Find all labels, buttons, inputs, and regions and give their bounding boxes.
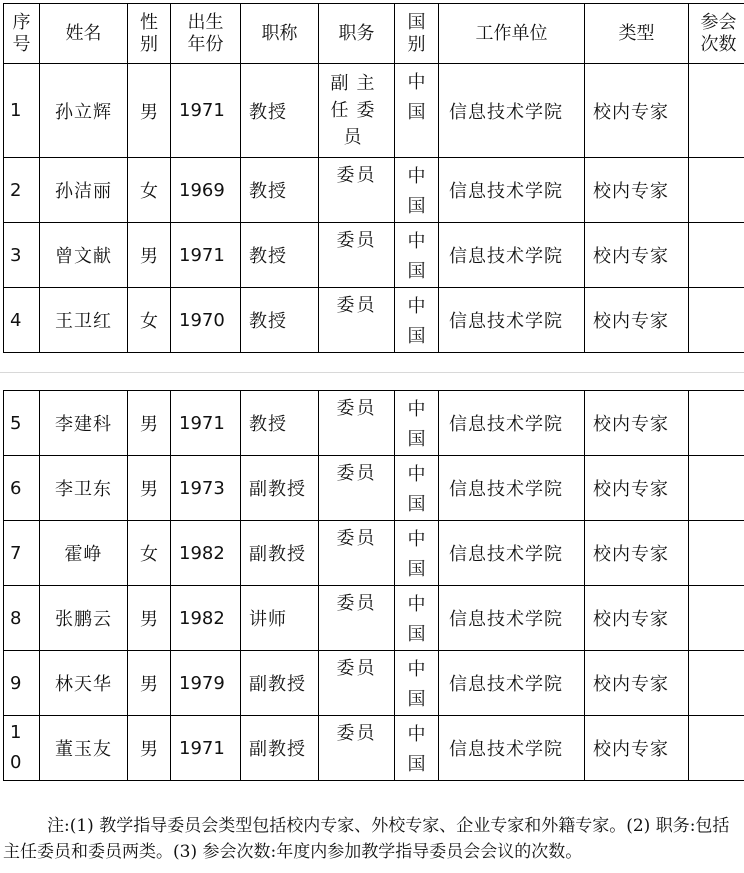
birth-year: 1970 bbox=[171, 288, 241, 353]
member-sex: 男 bbox=[128, 716, 171, 781]
birth-year: 1973 bbox=[171, 456, 241, 521]
birth-year: 1971 bbox=[171, 223, 241, 288]
member-sex: 男 bbox=[128, 391, 171, 456]
member-name: 张鹏云 bbox=[40, 586, 128, 651]
country-char: 中 bbox=[407, 72, 426, 93]
country-char: 中 bbox=[407, 529, 426, 550]
committee-duty: 委员 bbox=[319, 716, 395, 781]
table-row bbox=[4, 158, 744, 223]
footnote: 注:(1) 教学指导委员会类型包括校内专家、外校专家、企业专家和外籍专家。(2) 职务:包括主任委员和委员两类。(3) 参会次数:年度内参加教学指导委员会会议的次数。 bbox=[3, 816, 730, 862]
work-unit: 信息技术学院 bbox=[439, 716, 585, 781]
row-index bbox=[4, 716, 40, 781]
professional-title: 副教授 bbox=[241, 456, 319, 521]
expert-type: 校内专家 bbox=[585, 288, 689, 353]
header-index: 序 号 bbox=[4, 4, 40, 64]
country-char: 国 bbox=[407, 102, 426, 123]
member-name: 孙洁丽 bbox=[40, 158, 128, 223]
header-birth-year: 出生 年份 bbox=[171, 4, 241, 64]
birth-year: 1971 bbox=[171, 716, 241, 781]
attendance-count bbox=[689, 456, 744, 521]
work-unit: 信息技术学院 bbox=[439, 223, 585, 288]
country-char: 国 bbox=[407, 624, 426, 645]
country bbox=[395, 158, 439, 223]
row-index: 6 bbox=[4, 456, 40, 521]
work-unit: 信息技术学院 bbox=[439, 158, 585, 223]
table-row bbox=[4, 288, 744, 353]
table-row bbox=[4, 651, 744, 716]
attendance-count bbox=[689, 586, 744, 651]
country-char: 国 bbox=[407, 559, 426, 580]
committee-duty: 委员 bbox=[319, 651, 395, 716]
member-name: 孙立辉 bbox=[40, 64, 128, 158]
country bbox=[395, 586, 439, 651]
birth-year: 1971 bbox=[171, 64, 241, 158]
country-char: 中 bbox=[407, 231, 426, 252]
member-name: 曾文献 bbox=[40, 223, 128, 288]
member-name: 林天华 bbox=[40, 651, 128, 716]
expert-type: 校内专家 bbox=[585, 586, 689, 651]
header-country: 国 别 bbox=[395, 4, 439, 64]
header-name: 姓名 bbox=[40, 4, 128, 64]
professional-title: 副教授 bbox=[241, 521, 319, 586]
expert-type: 校内专家 bbox=[585, 158, 689, 223]
country-char: 中 bbox=[407, 724, 426, 745]
country-char: 中 bbox=[407, 399, 426, 420]
attendance-count bbox=[689, 64, 744, 158]
header-type: 类型 bbox=[585, 4, 689, 64]
page-break-divider bbox=[0, 372, 744, 373]
professional-title: 副教授 bbox=[241, 716, 319, 781]
committee-table-part-1 bbox=[3, 3, 744, 353]
country bbox=[395, 521, 439, 586]
member-name: 李建科 bbox=[40, 391, 128, 456]
attendance-count bbox=[689, 716, 744, 781]
professional-title: 副教授 bbox=[241, 651, 319, 716]
professional-title: 讲师 bbox=[241, 586, 319, 651]
country bbox=[395, 651, 439, 716]
header-row bbox=[4, 4, 744, 64]
birth-year: 1971 bbox=[171, 391, 241, 456]
committee-duty: 委员 bbox=[319, 288, 395, 353]
header-sex: 性 别 bbox=[128, 4, 171, 64]
table-row bbox=[4, 716, 744, 781]
row-index-text: 10 bbox=[10, 722, 22, 773]
header-duty: 职务 bbox=[319, 4, 395, 64]
country-char: 中 bbox=[407, 296, 426, 317]
member-sex: 女 bbox=[128, 521, 171, 586]
expert-type: 校内专家 bbox=[585, 456, 689, 521]
table-row bbox=[4, 223, 744, 288]
country-char: 中 bbox=[407, 659, 426, 680]
member-name: 李卫东 bbox=[40, 456, 128, 521]
country-char: 国 bbox=[407, 261, 426, 282]
birth-year: 1982 bbox=[171, 586, 241, 651]
member-name: 王卫红 bbox=[40, 288, 128, 353]
country bbox=[395, 456, 439, 521]
member-sex: 女 bbox=[128, 158, 171, 223]
committee-table-part-2 bbox=[3, 390, 744, 781]
attendance-count bbox=[689, 521, 744, 586]
header-attendance: 参会 次数 bbox=[689, 4, 744, 64]
work-unit: 信息技术学院 bbox=[439, 586, 585, 651]
attendance-count bbox=[689, 651, 744, 716]
member-sex: 男 bbox=[128, 64, 171, 158]
country bbox=[395, 64, 439, 158]
committee-duty: 委员 bbox=[319, 223, 395, 288]
birth-year: 1969 bbox=[171, 158, 241, 223]
member-sex: 男 bbox=[128, 586, 171, 651]
country bbox=[395, 288, 439, 353]
expert-type: 校内专家 bbox=[585, 64, 689, 158]
country-char: 国 bbox=[407, 429, 426, 450]
expert-type: 校内专家 bbox=[585, 223, 689, 288]
work-unit: 信息技术学院 bbox=[439, 64, 585, 158]
row-index: 5 bbox=[4, 391, 40, 456]
attendance-count bbox=[689, 158, 744, 223]
professional-title: 教授 bbox=[241, 64, 319, 158]
expert-type: 校内专家 bbox=[585, 391, 689, 456]
row-index: 4 bbox=[4, 288, 40, 353]
country-char: 国 bbox=[407, 326, 426, 347]
table-row bbox=[4, 586, 744, 651]
committee-duty: 委员 bbox=[319, 521, 395, 586]
member-name: 董玉友 bbox=[40, 716, 128, 781]
row-index: 2 bbox=[4, 158, 40, 223]
country-char: 中 bbox=[407, 594, 426, 615]
table-row bbox=[4, 521, 744, 586]
table-row bbox=[4, 391, 744, 456]
country bbox=[395, 391, 439, 456]
work-unit: 信息技术学院 bbox=[439, 391, 585, 456]
committee-duty: 委员 bbox=[319, 456, 395, 521]
birth-year: 1982 bbox=[171, 521, 241, 586]
member-name: 霍峥 bbox=[40, 521, 128, 586]
member-sex: 男 bbox=[128, 651, 171, 716]
attendance-count bbox=[689, 391, 744, 456]
table-row bbox=[4, 456, 744, 521]
member-sex: 女 bbox=[128, 288, 171, 353]
attendance-count bbox=[689, 288, 744, 353]
country-char: 中 bbox=[407, 166, 426, 187]
work-unit: 信息技术学院 bbox=[439, 288, 585, 353]
professional-title: 教授 bbox=[241, 391, 319, 456]
row-index: 3 bbox=[4, 223, 40, 288]
professional-title: 教授 bbox=[241, 223, 319, 288]
country-char: 国 bbox=[407, 689, 426, 710]
country-char: 中 bbox=[407, 464, 426, 485]
committee-duty: 委员 bbox=[319, 391, 395, 456]
expert-type: 校内专家 bbox=[585, 521, 689, 586]
expert-type: 校内专家 bbox=[585, 716, 689, 781]
row-index: 7 bbox=[4, 521, 40, 586]
work-unit: 信息技术学院 bbox=[439, 456, 585, 521]
country-char: 国 bbox=[407, 494, 426, 515]
country bbox=[395, 716, 439, 781]
committee-duty: 副主任委员 bbox=[319, 64, 395, 158]
row-index: 1 bbox=[4, 64, 40, 158]
table-row bbox=[4, 64, 744, 158]
member-sex: 男 bbox=[128, 456, 171, 521]
work-unit: 信息技术学院 bbox=[439, 521, 585, 586]
row-index: 8 bbox=[4, 586, 40, 651]
birth-year: 1979 bbox=[171, 651, 241, 716]
country-char: 国 bbox=[407, 196, 426, 217]
attendance-count bbox=[689, 223, 744, 288]
committee-duty: 委员 bbox=[319, 586, 395, 651]
header-title: 职称 bbox=[241, 4, 319, 64]
committee-duty: 委员 bbox=[319, 158, 395, 223]
header-unit: 工作单位 bbox=[439, 4, 585, 64]
row-index: 9 bbox=[4, 651, 40, 716]
professional-title: 教授 bbox=[241, 288, 319, 353]
work-unit: 信息技术学院 bbox=[439, 651, 585, 716]
expert-type: 校内专家 bbox=[585, 651, 689, 716]
member-sex: 男 bbox=[128, 223, 171, 288]
professional-title: 教授 bbox=[241, 158, 319, 223]
country bbox=[395, 223, 439, 288]
country-char: 国 bbox=[407, 754, 426, 775]
